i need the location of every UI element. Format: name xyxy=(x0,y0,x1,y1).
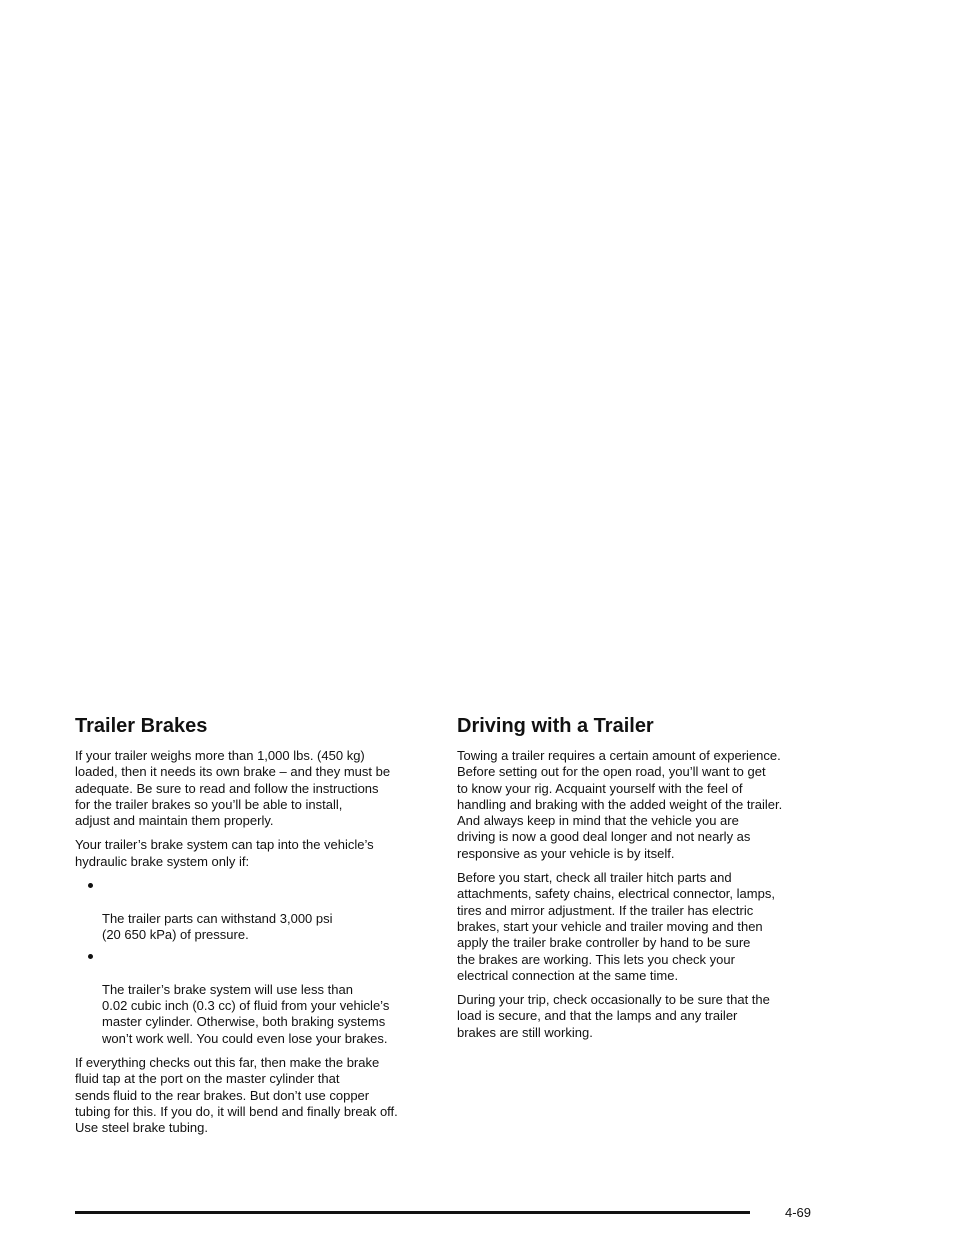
section-heading: Driving with a Trailer xyxy=(457,715,654,737)
bullet-item xyxy=(88,949,450,1047)
bullet-text: The trailer’s brake system will use less than 0.02 cubic inch (0.3 cc) of fluid from your vehicle’s master cylinder. Otherwise, both braking systems won’t work well. You could even lose your brakes. xyxy=(102,981,390,1046)
body-paragraph: Before you start, check all trailer hitch parts and attachments, safety chains, electrical connector, lamps, tires and mirror adjustment. If the trailer has electric brakes, start your vehicle and trailer moving and then apply the trailer brake controller by hand to be sure the brakes are working. This lets you check your electrical connection at the same time. xyxy=(457,870,775,983)
page-number: 4-69 xyxy=(785,1205,812,1220)
bullet-text: The trailer parts can withstand 3,000 psi (20 650 kPa) of pressure. xyxy=(102,910,333,942)
footer-divider xyxy=(75,1211,750,1214)
section-heading: Trailer Brakes xyxy=(75,715,208,737)
driving-with-trailer-section xyxy=(457,713,827,1049)
body-paragraph: During your trip, check occasionally to be sure that the load is secure, and that the lamps and any trailer brakes are still working. xyxy=(457,992,770,1040)
bullet-item xyxy=(88,878,450,943)
body-paragraph: Your trailer’s brake system can tap into the vehicle’s hydraulic brake system only if: xyxy=(75,837,374,869)
bullet-icon xyxy=(88,883,93,888)
body-paragraph: If your trailer weighs more than 1,000 lbs. (450 kg) loaded, then it needs its own brake – and they must be adequate. Be sure to read and follow the instructions for the trailer brakes so you’ll be able to install, adjust and maintain them properly. xyxy=(75,748,391,829)
bullet-icon xyxy=(88,954,93,959)
trailer-brakes-section xyxy=(75,713,450,1145)
body-paragraph: Towing a trailer requires a certain amount of experience. Before setting out for the open road, you’ll want to get to know your rig. Acquaint yourself with the feel of handling and braking with the added weight of the trailer. And always keep in mind that the vehicle you are driving is now a good deal longer and not nearly as responsive as your vehicle is by itself. xyxy=(457,748,783,861)
bullet-list xyxy=(75,878,450,1047)
body-paragraph: If everything checks out this far, then make the brake fluid tap at the port on the master cylinder that sends fluid to the rear brakes. But don’t use copper tubing for this. If you do, it will bend and finally break off. Use steel brake tubing. xyxy=(75,1055,398,1136)
